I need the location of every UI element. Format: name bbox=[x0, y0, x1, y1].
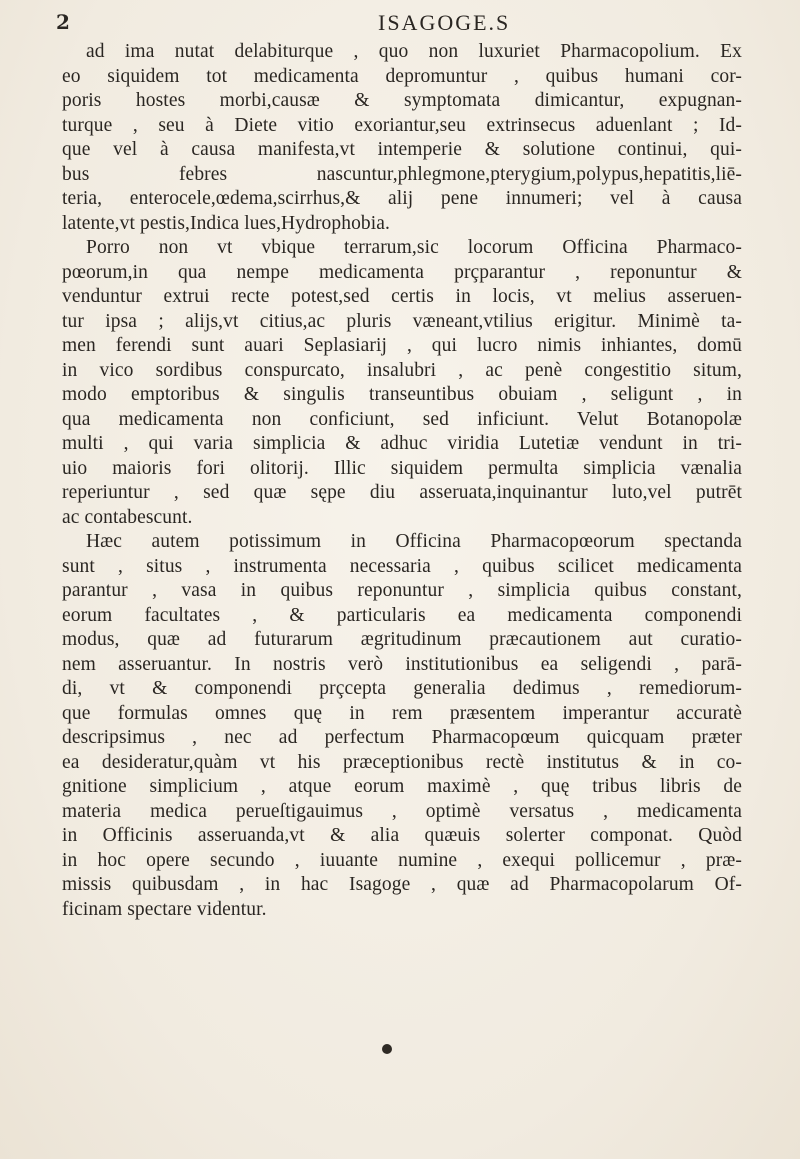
text-line: ea desideratur,quàm vt his præceptionibus rectè institutus & in co- bbox=[62, 751, 742, 773]
text-line: bus febres nascuntur,phlegmone,pterygium,polypus,hepatitis,liē- bbox=[62, 163, 742, 185]
ornament-dot bbox=[382, 1044, 392, 1054]
text-line: sunt , situs , instrumenta necessaria , quibus scilicet medicamenta bbox=[62, 555, 742, 577]
text-line: reperiuntur , sed quæ sępe diu asseruata,inquinantur luto,vel putrēt bbox=[62, 482, 742, 503]
paragraph-1 bbox=[62, 40, 742, 236]
paragraph-3 bbox=[62, 530, 742, 922]
text-line: materia medica perueſtigauimus , optimè versatus , medicamenta bbox=[62, 800, 742, 822]
text-line: ad ima nutat delabiturque , quo non luxuriet Pharmacopolium. Ex bbox=[86, 41, 742, 62]
text-line: ac contabescunt. bbox=[62, 506, 193, 528]
text-line: pœorum,in qua nempe medicamenta prçparantur , reponuntur & bbox=[62, 261, 742, 283]
text-line: nem asseruantur. In nostris verò institutionibus ea seligendi , parā- bbox=[62, 653, 742, 675]
text-line: eo siquidem tot medicamenta depromuntur , quibus humani cor- bbox=[62, 65, 742, 87]
text-line: parantur , vasa in quibus reponuntur , simplicia quibus constant, bbox=[62, 580, 742, 601]
paragraph-2 bbox=[62, 236, 742, 530]
text-line: descripsimus , nec ad perfectum Pharmacopœum quicquam præter bbox=[62, 727, 742, 748]
text-line: tur ipsa ; alijs,vt citius,ac pluris væneant,vtilius erigitur. Minimè ta- bbox=[62, 310, 742, 332]
text-line: Porro non vt vbique terrarum,sic locorum Officina Pharmaco- bbox=[86, 237, 742, 258]
text-line: in hoc opere secundo , iuuante numine , exequi pollicemur , præ- bbox=[62, 849, 742, 871]
text-line: qua medicamenta non conficiunt, sed inficiunt. Velut Botanopolæ bbox=[62, 408, 742, 430]
text-line: turque , seu à Diete vitio exoriantur,seu extrinsecus aduenlant ; Id- bbox=[62, 114, 742, 136]
text-line: men ferendi sunt auari Seplasiarij , qui lucro nimis inhiantes, domū bbox=[62, 335, 742, 356]
running-head: ISAGOGE.S bbox=[378, 10, 511, 35]
text-line: gnitione simplicium , atque eorum maximè , quę tribus libris de bbox=[62, 776, 742, 797]
text-line: Hæc autem potissimum in Officina Pharmacopœorum spectanda bbox=[86, 531, 742, 552]
text-line: modo emptoribus & singulis transeuntibus obuiam , seligunt , in bbox=[62, 384, 742, 405]
text-line: uio maioris fori olitorij. Illic siquidem permulta simplicia vænalia bbox=[62, 457, 742, 479]
text-line: teria, enterocele,œdema,scirrhus,& alij pene innumeri; vel à causa bbox=[62, 188, 742, 209]
text-line: in vico sordibus conspurcato, insalubri , ac penè congestitio situm, bbox=[62, 359, 742, 381]
text-line: di, vt & componendi prçcepta generalia dedimus , remediorum- bbox=[62, 678, 742, 699]
text-line: modus, quæ ad futurarum ægritudinum præcautionem aut curatio- bbox=[62, 629, 742, 650]
text-line: ficinam spectare videntur. bbox=[62, 898, 267, 920]
text-body bbox=[62, 40, 742, 922]
text-line: latente,vt pestis,Indica lues,Hydrophobia. bbox=[62, 212, 391, 234]
text-line: eorum facultates , & particularis ea medicamenta componendi bbox=[62, 604, 742, 626]
text-line: venduntur extrui recte potest,sed certis in locis, vt melius asseruen- bbox=[62, 286, 742, 307]
text-line: in Officinis asseruanda,vt & alia quæuis solerter componat. Quòd bbox=[62, 825, 742, 846]
text-line: que formulas omnes quę in rem præsentem imperantur accuratè bbox=[62, 702, 742, 724]
page-number: 2 bbox=[56, 10, 70, 34]
text-line: missis quibusdam , in hac Isagoge , quæ ad Pharmacopolarum Of- bbox=[62, 874, 742, 895]
text-line: multi , qui varia simplicia & adhuc viridia Lutetiæ vendunt in tri- bbox=[62, 433, 742, 454]
page-header bbox=[56, 10, 756, 40]
text-line: poris hostes morbi,causæ & symptomata dimicantur, expugnan- bbox=[62, 90, 742, 111]
text-line: que vel à causa manifesta,vt intemperie & solutione continui, qui- bbox=[62, 139, 742, 160]
